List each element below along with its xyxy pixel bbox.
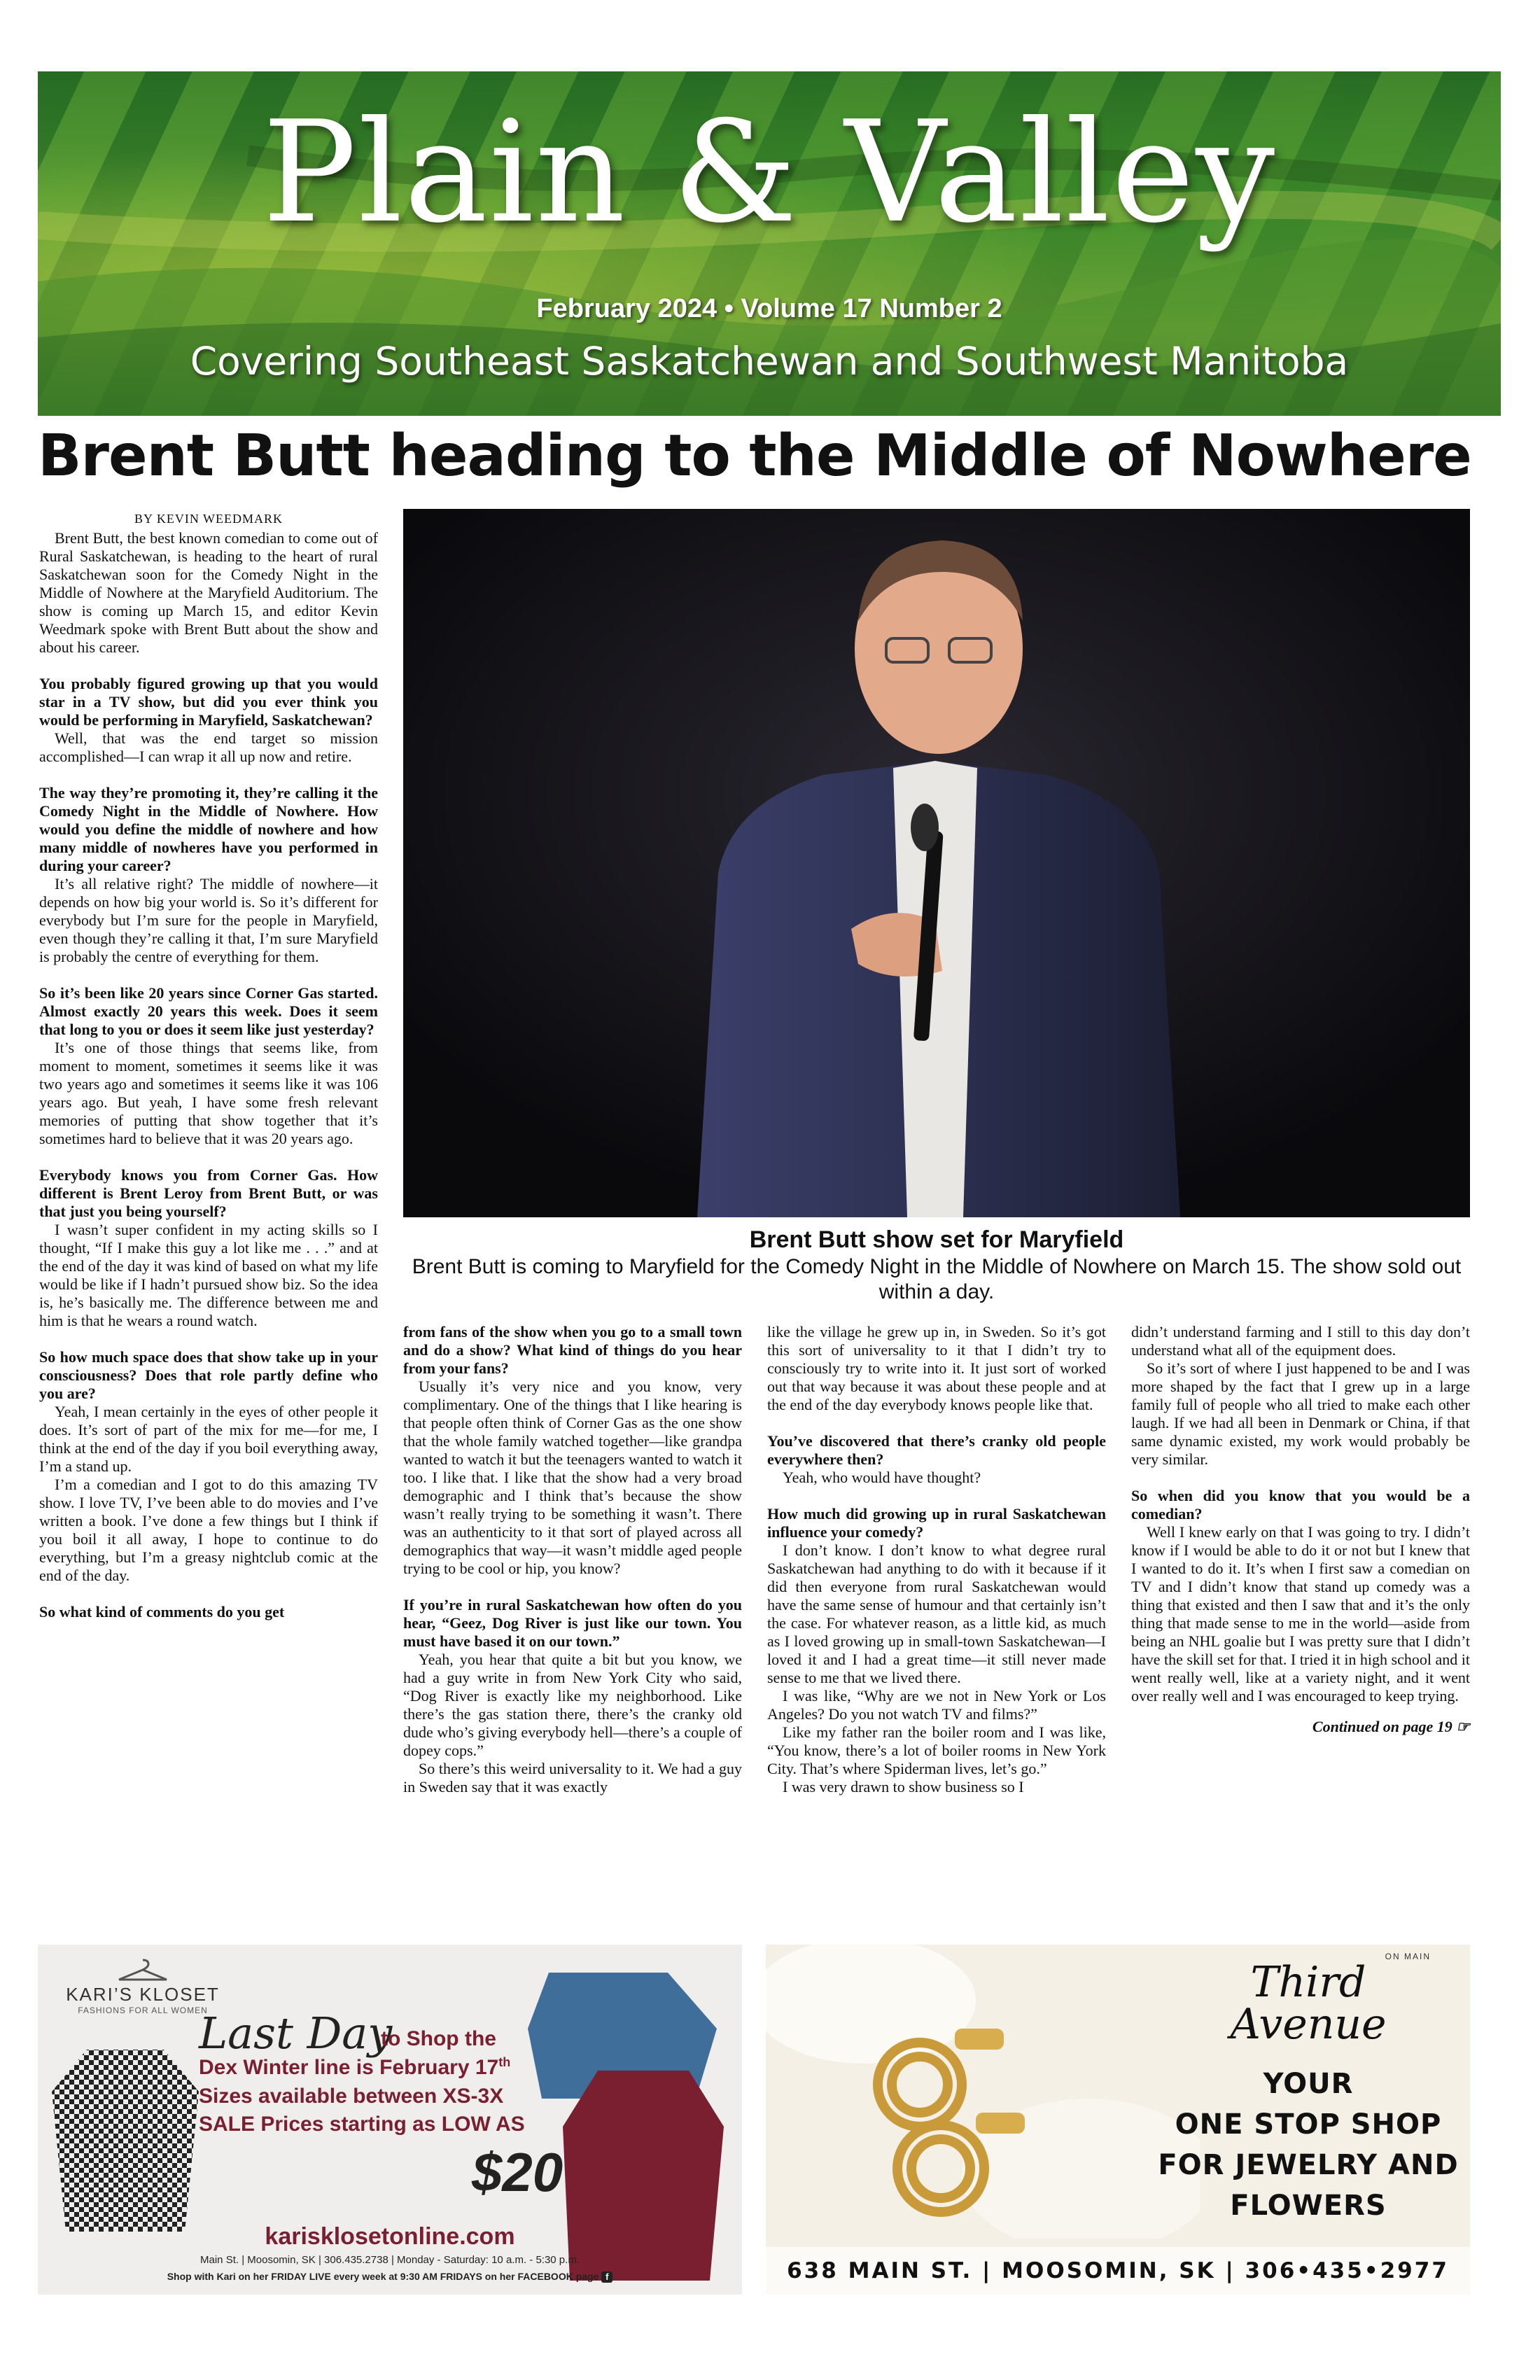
third-avenue-logo-line1: Third bbox=[1250, 1958, 1366, 2007]
interview-answer: Well I knew early on that I was going to try. I didn’t know if I would be able to do it or not but I knew that I wanted to do it. It’s when I first saw a comedian on TV and I didn’t know that stand up comedy was a thing that existed and then I saw that and it’s the only thing that made sense to me in the world—aside from being an NHL goalie but I was pretty sure that I didn’t have the skill set for that. I tried it in high school and it went really well, like at a variety night, and it went over really well and I was encouraged to keep trying. bbox=[1131, 1523, 1470, 1704]
interview-question: So it’s been like 20 years since Corner Gas started. Almost exactly 20 years this week. Does it seem that long to you or does it seem like just yesterday? bbox=[39, 984, 378, 1038]
interview-question: Everybody knows you from Corner Gas. How different is Brent Leroy from Brent Butt, or was that just you being yourself? bbox=[39, 1166, 378, 1220]
interview-answer: I was very drawn to show business so I bbox=[783, 1778, 1024, 1795]
interview-answer: It’s one of those things that seems like, from moment to moment, sometimes it seems like it was two years ago and sometimes it seems like it was 106 years ago. But yeah, I have some fresh relevant memories of putting that show together that it’s sometimes hard to believe that it was 20 years ago. bbox=[39, 1039, 378, 1147]
continued-note: Continued on page 19 ☞ bbox=[1312, 1718, 1470, 1735]
interview-answer: Brent Butt, the best known comedian to come out of Rural Saskatchewan, is heading to the heart of rural Saskatchewan soon for the Comedy Night in the Middle of Nowhere at the Maryfield Auditorium. The show is coming up March 15, and editor Kevin Weedmark spoke with Brent Butt about the show and about his career. bbox=[39, 529, 378, 656]
comedian-illustration bbox=[403, 509, 1470, 1217]
karis-script: Last Day bbox=[199, 2008, 393, 2059]
article-column-2 bbox=[403, 1323, 742, 1796]
karis-line2-text: Dex Winter line is February 17 bbox=[199, 2056, 499, 2079]
masthead-title: Plain & Valley bbox=[262, 91, 1277, 254]
karis-url[interactable]: karisklosetonline.com bbox=[265, 2223, 515, 2250]
interview-question: So what kind of comments do you get bbox=[39, 1603, 285, 1620]
karis-price: $20 bbox=[472, 2141, 564, 2203]
third-avenue-tag1: YOUR bbox=[1263, 2068, 1354, 2100]
interview-answer: It’s all relative right? The middle of nowhere—it depends on how big your world is. So it’s different for everybody but I’m sure for the people in Maryfield, even though they’re calling it that, I’m sure Maryfield is probably the centre of everything for them. bbox=[39, 875, 378, 965]
karis-address: Main St. | Moosomin, SK | 306.435.2738 | Monday - Saturday: 10 a.m. - 5:30 p.m. bbox=[200, 2254, 580, 2266]
interview-answer: I don’t know. I don’t know to what degree rural Saskatchewan had anything to do with it because if it did then everyone from rural Saskatchewan would have the same sense of humour and that certainly isn’t the case. For whatever reason, as a little kid, as much as I loved growing up in small-town Saskatchewan—I loved it and I had a great time—it still never made sense to me that we lived there. bbox=[767, 1541, 1106, 1686]
interview-answer: Like my father ran the boiler room and I was like, “You know, there’s a lot of boiler rooms in New York City. That’s where Spiderman lives, let’s go.” bbox=[767, 1723, 1106, 1777]
third-avenue-tag2: ONE STOP SHOP bbox=[1175, 2108, 1442, 2141]
interview-answer: Well, that was the end target so mission accomplished—I can wrap it all up now and retire. bbox=[39, 729, 378, 765]
karis-footer bbox=[38, 2271, 742, 2283]
hanger-icon bbox=[115, 1956, 171, 1984]
issue-date: February 2024 • Volume 17 Number 2 bbox=[536, 294, 1002, 323]
interview-question: How much did growing up in rural Saskatchewan influence your comedy? bbox=[767, 1505, 1106, 1541]
interview-answer: Yeah, who would have thought? bbox=[783, 1469, 981, 1486]
photo-caption: Brent Butt is coming to Maryfield for the Comedy Night in the Middle of Nowhere on March 15. The show sold out within a day. bbox=[412, 1255, 1462, 1303]
third-avenue-address-bar bbox=[766, 2247, 1470, 2295]
article-column-4 bbox=[1131, 1323, 1470, 1736]
interview-answer: like the village he grew up in, in Sweden. So it’s got this sort of universality to it that I didn’t try to consciously try to write into it. It just sort of worked out that way because it was about these people and at the end of the day everybody knows people like that. bbox=[767, 1323, 1106, 1413]
masthead bbox=[38, 71, 1501, 416]
karis-line2-sup: th bbox=[498, 2055, 511, 2069]
karis-line4: SALE Prices starting as LOW AS bbox=[199, 2113, 525, 2136]
karis-brand: KARI’S KLOSET bbox=[66, 1984, 220, 2005]
masthead-tagline: Covering Southeast Saskatchewan and Southwest Manitoba bbox=[190, 339, 1349, 384]
third-avenue-address: 638 MAIN ST. | MOOSOMIN, SK | 306•435•2977 bbox=[787, 2258, 1449, 2283]
interview-answer: Yeah, you hear that quite a bit but you know, we had a guy write in from New York City who said, “Dog River is exactly like my neighborhood. Like there’s the gas station there, there’s the cranky old dude who’s giving everybody hell—there’s a couple of dopey cops.” bbox=[403, 1651, 742, 1759]
brent-butt-photo bbox=[403, 509, 1470, 1217]
third-avenue-logo-line2: Avenue bbox=[1230, 2000, 1387, 2049]
headline: Brent Butt heading to the Middle of Nowhere bbox=[38, 423, 1471, 489]
interview-answer: didn’t understand farming and I still to this day don’t understand what all of the equipment does. bbox=[1131, 1323, 1470, 1359]
interview-answer: So there’s this weird universality to it. We had a guy in Sweden say that it was exactly bbox=[403, 1760, 742, 1795]
interview-question: So how much space does that show take up in your consciousness? Does that role partly define who you are? bbox=[39, 1348, 378, 1402]
interview-answer: I’m a comedian and I got to do this amazing TV show. I love TV, I’ve been able to do movies and I’ve written a book. I’ve done a few things but I think if you boil it all away, I hope to continue to do everything, but I’m a greasy nightclub comic at the end of the day. bbox=[39, 1476, 378, 1584]
interview-answer: I was like, “Why are we not in New York or Los Angeles? Do you not watch TV and films?” bbox=[767, 1687, 1106, 1723]
karis-kloset-ad[interactable] bbox=[38, 1945, 742, 2295]
article-column-3 bbox=[767, 1323, 1106, 1796]
interview-answer: So it’s sort of where I just happened to be and I was more shaped by the fact that I grew up in a large family full of people who all tried to make each other laugh. If we had all been in Denmark or China, if that same dynamic existed, my work would probably be very similar. bbox=[1131, 1359, 1470, 1468]
karis-line3: Sizes available between XS-3X bbox=[199, 2085, 504, 2108]
interview-answer: Usually it’s very nice and you know, very complimentary. One of the things that I like hearing is that people often think of Corner Gas as the one show that the whole family watched together—like grandpa wanted to watch it but the teenagers wanted to watch it too. I like that. I like that the show had a very broad demographic and I think that’s because the show wasn’t really trying to be something it wasn’t. There was an authenticity to it that sort of played across all demographics that way—it wasn’t middle aged people trying to be cool or hip, you know? bbox=[403, 1378, 742, 1577]
karis-brand-sub: FASHIONS FOR ALL WOMEN bbox=[78, 2005, 208, 2015]
houndstooth-coat-icon bbox=[45, 2036, 206, 2239]
third-avenue-ad[interactable] bbox=[766, 1945, 1470, 2295]
karis-footer-text: Shop with Kari on her FRIDAY LIVE every week at 9:30 AM FRIDAYS on her FACEBOOK page bbox=[167, 2271, 599, 2282]
interview-question: from fans of the show when you go to a small town and do a show? What kind of things do you hear from your fans? bbox=[403, 1323, 742, 1377]
gold-earrings-icon bbox=[766, 1945, 1200, 2239]
interview-answer: I wasn’t super confident in my acting skills so I thought, “If I make this guy a lot like me . . .” and at the end of the day it was kind of based on what my life would be like if I hadn’t pursued show biz. So the idea is, he’s basically me. The difference between me and him is that he wears a round watch. bbox=[39, 1221, 378, 1329]
interview-question: The way they’re promoting it, they’re calling it the Comedy Night in the Middle of Nowhere. How would you define the middle of nowhere and how many middle of nowheres have you performed in during your career? bbox=[39, 784, 378, 874]
interview-answer: Yeah, I mean certainly in the eyes of other people it does. It’s sort of part of the mix for me—for me, I think at the end of the day if you boil everything away, I’m a stand up. bbox=[39, 1403, 378, 1475]
article-column-1 bbox=[39, 510, 378, 1621]
interview-question: You probably figured growing up that you would star in a TV show, but did you ever think you would be performing in Maryfield, Saskatchewan? bbox=[39, 675, 378, 729]
third-avenue-tag3: FOR JEWELRY AND bbox=[1158, 2149, 1459, 2181]
third-avenue-tag4: FLOWERS bbox=[1230, 2190, 1387, 2222]
third-avenue-logo-tag: ON MAIN bbox=[1385, 1952, 1431, 1961]
facebook-icon[interactable]: f bbox=[601, 2272, 612, 2283]
photo-caption-title: Brent Butt show set for Maryfield bbox=[749, 1226, 1124, 1253]
interview-question: If you’re in rural Saskatchewan how often do you hear, “Geez, Dog River is just like our town. You must have based it on our town.” bbox=[403, 1596, 742, 1650]
interview-question: So when did you know that you would be a comedian? bbox=[1131, 1487, 1470, 1522]
interview-question: You’ve discovered that there’s cranky old people everywhere then? bbox=[767, 1432, 1106, 1468]
byline: BY KEVIN WEEDMARK bbox=[134, 512, 283, 526]
karis-line2 bbox=[199, 2055, 510, 2080]
karis-line1: to Shop the bbox=[381, 2027, 496, 2050]
